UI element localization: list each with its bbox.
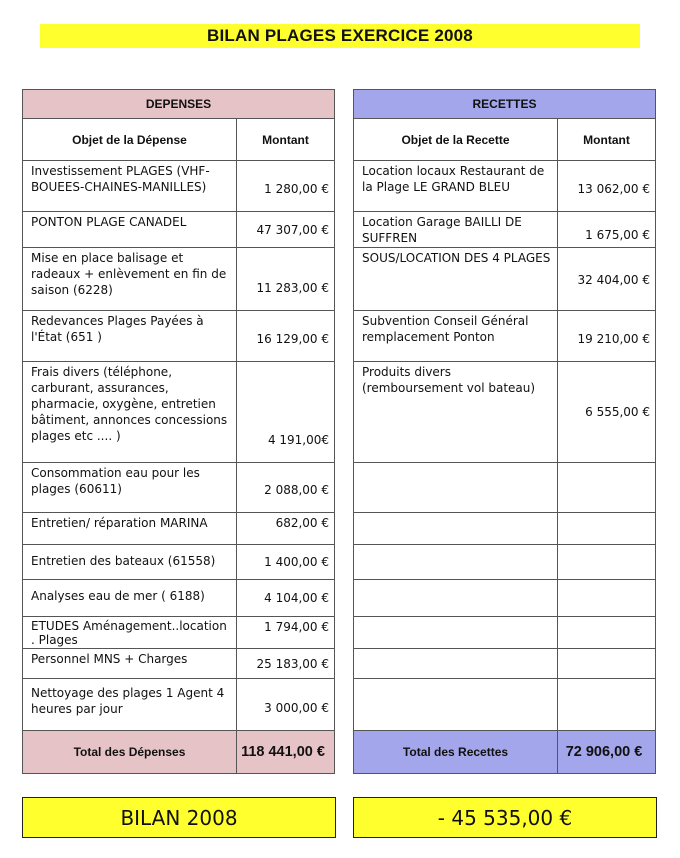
recette-label — [354, 617, 558, 649]
recette-label: SOUS/LOCATION DES 4 PLAGES — [354, 248, 558, 311]
depenses-col-amount: Montant — [237, 119, 335, 161]
depense-label: Mise en place balisage et radeaux + enlèvement en fin de saison (6228) — [23, 248, 237, 311]
table-row — [23, 161, 335, 212]
depense-amount: 16 129,00 € — [237, 311, 335, 362]
recette-amount — [558, 679, 656, 731]
recettes-total-amount: 72 906,00 € — [558, 731, 656, 774]
recettes-total-label: Total des Recettes — [354, 731, 558, 774]
recette-amount: 6 555,00 € — [558, 362, 656, 463]
recette-amount — [558, 545, 656, 580]
recettes-heading: RECETTES — [354, 90, 656, 119]
recette-label — [354, 463, 558, 513]
depense-label: Consommation eau pour les plages (60611) — [23, 463, 237, 513]
table-row — [23, 649, 335, 679]
recette-label: Produits divers (remboursement vol bateau) — [354, 362, 558, 463]
table-row — [354, 161, 656, 212]
depense-label: Nettoyage des plages 1 Agent 4 heures par jour — [23, 679, 237, 731]
table-row — [354, 617, 656, 649]
depense-label: Analyses eau de mer ( 6188) — [23, 580, 237, 617]
recette-amount: 1 675,00 € — [558, 212, 656, 248]
depense-amount: 2 088,00 € — [237, 463, 335, 513]
depense-amount: 1 400,00 € — [237, 545, 335, 580]
depense-label: ETUDES Aménagement..location . Plages — [23, 617, 237, 649]
depenses-total-row — [23, 731, 335, 774]
depenses-col-object: Objet de la Dépense — [23, 119, 237, 161]
recette-amount: 32 404,00 € — [558, 248, 656, 311]
depense-label: Entretien/ réparation MARINA — [23, 513, 237, 545]
table-row — [354, 679, 656, 731]
recette-label — [354, 580, 558, 617]
depense-amount: 4 104,00 € — [237, 580, 335, 617]
depenses-total-label: Total des Dépenses — [23, 731, 237, 774]
recette-amount: 19 210,00 € — [558, 311, 656, 362]
recettes-col-amount: Montant — [558, 119, 656, 161]
recettes-table — [353, 89, 656, 774]
table-row — [23, 513, 335, 545]
depense-label: Entretien des bateaux (61558) — [23, 545, 237, 580]
recette-amount — [558, 513, 656, 545]
depense-amount: 682,00 € — [237, 513, 335, 545]
depenses-heading: DEPENSES — [23, 90, 335, 119]
recettes-total-row — [354, 731, 656, 774]
depense-label: PONTON PLAGE CANADEL — [23, 212, 237, 248]
recette-amount: 13 062,00 € — [558, 161, 656, 212]
depense-amount: 1 794,00 € — [237, 617, 335, 649]
recette-label: Subvention Conseil Général remplacement Ponton — [354, 311, 558, 362]
depenses-table — [22, 89, 335, 774]
table-row — [354, 580, 656, 617]
depense-amount: 4 191,00€ — [237, 362, 335, 463]
depense-label: Redevances Plages Payées à l'État (651 ) — [23, 311, 237, 362]
table-row — [354, 212, 656, 248]
page-title: BILAN PLAGES EXERCICE 2008 — [40, 24, 640, 48]
table-row — [23, 362, 335, 463]
depense-amount: 11 283,00 € — [237, 248, 335, 311]
table-row — [23, 545, 335, 580]
recette-label — [354, 545, 558, 580]
recette-label: Location Garage BAILLI DE SUFFREN — [354, 212, 558, 248]
table-row — [23, 617, 335, 649]
table-row — [23, 311, 335, 362]
recettes-col-object: Objet de la Recette — [354, 119, 558, 161]
recette-amount — [558, 649, 656, 679]
recette-amount — [558, 617, 656, 649]
table-row — [23, 463, 335, 513]
table-row — [354, 248, 656, 311]
bilan-label: BILAN 2008 — [22, 797, 336, 838]
recette-label: Location locaux Restaurant de la Plage LE GRAND BLEU — [354, 161, 558, 212]
depense-amount: 3 000,00 € — [237, 679, 335, 731]
table-row — [23, 212, 335, 248]
depense-label: Investissement PLAGES (VHF-BOUEES-CHAINES-MANILLES) — [23, 161, 237, 212]
depense-label: Frais divers (téléphone, carburant, assurances, pharmacie, oxygène, entretien bâtiment, annonces concessions plages etc .... ) — [23, 362, 237, 463]
table-row — [23, 679, 335, 731]
table-row — [354, 463, 656, 513]
table-row — [23, 248, 335, 311]
depense-label: Personnel MNS + Charges — [23, 649, 237, 679]
depense-amount: 1 280,00 € — [237, 161, 335, 212]
table-row — [23, 580, 335, 617]
recette-amount — [558, 463, 656, 513]
depense-amount: 25 183,00 € — [237, 649, 335, 679]
table-row — [354, 311, 656, 362]
bilan-value: - 45 535,00 € — [353, 797, 657, 838]
depenses-total-amount: 118 441,00 € — [237, 731, 335, 774]
depense-amount: 47 307,00 € — [237, 212, 335, 248]
recette-amount — [558, 580, 656, 617]
table-row — [354, 362, 656, 463]
table-row — [354, 649, 656, 679]
table-row — [354, 513, 656, 545]
recette-label — [354, 679, 558, 731]
recette-label — [354, 649, 558, 679]
table-row — [354, 545, 656, 580]
recette-label — [354, 513, 558, 545]
